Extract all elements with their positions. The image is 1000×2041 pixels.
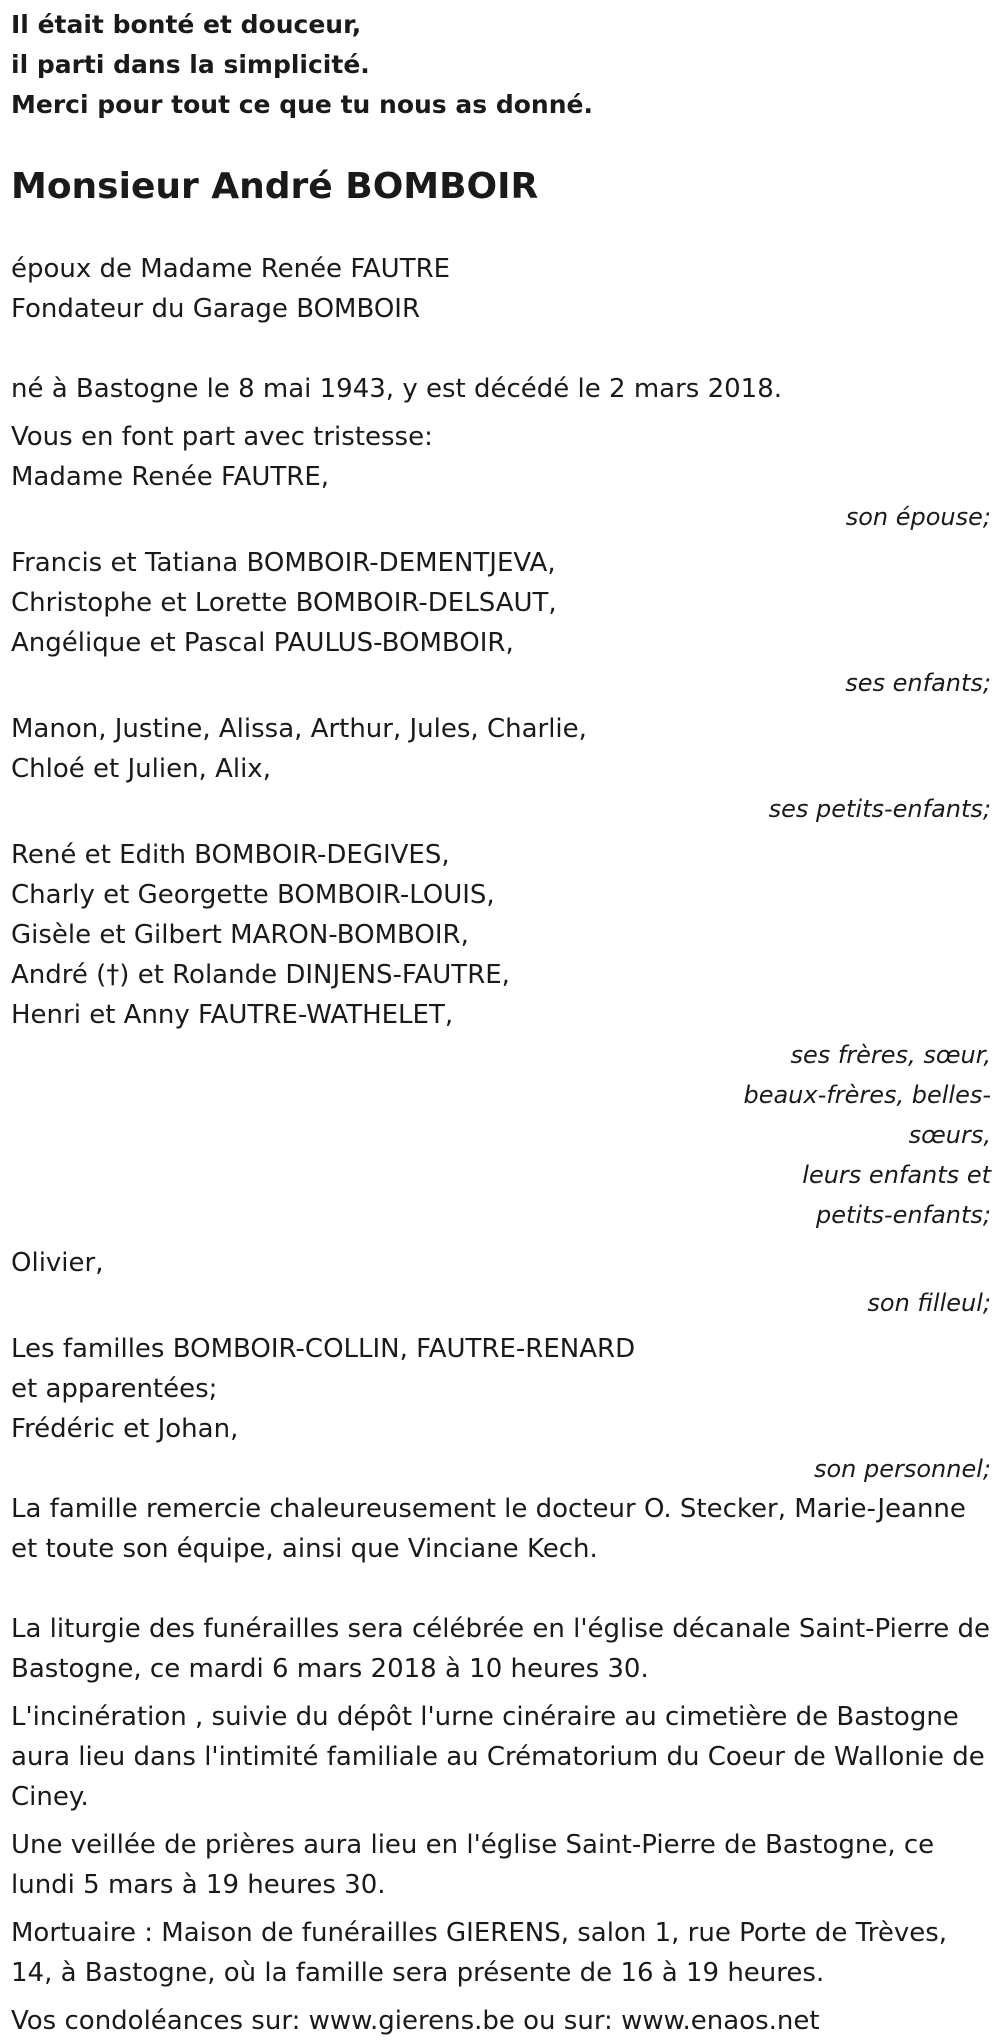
verse-line: Il était bonté et douceur,	[11, 10, 362, 39]
announcement-line: Vous en font part avec tristesse:	[11, 422, 433, 452]
ceremony-paragraph: Mortuaire : Maison de funérailles GIERENS, salon 1, rue Porte de Trèves, 14, à Bastogne, où la famille sera présente de 16 à 19 heures.	[11, 1918, 948, 1988]
family-name-line: Charly et Georgette BOMBOIR-LOUIS,	[11, 880, 495, 910]
family-name-line: Angélique et Pascal PAULUS-BOMBOIR,	[11, 628, 514, 658]
family-name-line: Madame Renée FAUTRE,	[11, 462, 330, 492]
title-line: Fondateur du Garage BOMBOIR	[11, 294, 421, 324]
deceased-titles	[11, 249, 991, 329]
ceremony-paragraph: L'incinération , suivie du dépôt l'urne cinéraire au cimetière de Bastogne aura lieu dans l'intimité familiale au Crématorium du Coeur de Wallonie de Ciney.	[11, 1702, 985, 1812]
family-group-spouse	[11, 457, 991, 537]
family-name-line: André (†) et Rolande DINJENS-FAUTRE,	[11, 960, 510, 990]
family-group-godson	[11, 1243, 991, 1323]
birth-death-line: né à Bastogne le 8 mai 1943, y est décédé le 2 mars 2018.	[11, 374, 783, 404]
relation-label: ses petits-enfants;	[768, 795, 991, 823]
family-name-line: René et Edith BOMBOIR-DEGIVES,	[11, 840, 450, 870]
relation-label: leurs enfants et	[802, 1161, 991, 1189]
deceased-name: Monsieur André BOMBOIR	[11, 166, 539, 207]
family-name-line: Les familles BOMBOIR-COLLIN, FAUTRE-RENARD	[11, 1334, 636, 1364]
family-name-line: Gisèle et Gilbert MARON-BOMBOIR,	[11, 920, 469, 950]
ceremony-details	[11, 1609, 991, 2041]
family-group-siblings	[11, 835, 991, 1235]
relation-label: son personnel;	[813, 1455, 991, 1483]
family-name-line: Frédéric et Johan,	[11, 1414, 239, 1444]
family-group-children	[11, 543, 991, 703]
family-name-line: Christophe et Lorette BOMBOIR-DELSAUT,	[11, 588, 557, 618]
relation-label: son filleul;	[867, 1289, 991, 1317]
family-name-line: Chloé et Julien, Alix,	[11, 754, 271, 784]
family-group-extended	[11, 1329, 991, 1489]
relation-label: petits-enfants;	[816, 1201, 991, 1229]
relation-label: ses enfants;	[845, 669, 991, 697]
title-line: époux de Madame Renée FAUTRE	[11, 254, 451, 284]
obituary-page	[11, 0, 991, 2041]
relation-label: son épouse;	[845, 503, 991, 531]
family-name-line: Manon, Justine, Alissa, Arthur, Jules, Charlie,	[11, 714, 587, 744]
family-name-line: Olivier,	[11, 1248, 104, 1278]
family-name-line: Henri et Anny FAUTRE-WATHELET,	[11, 1000, 454, 1030]
ceremony-paragraph: Une veillée de prières aura lieu en l'église Saint-Pierre de Bastogne, ce lundi 5 mars à 19 heures 30.	[11, 1830, 935, 1900]
condolences-line: Vos condoléances sur: www.gierens.be ou sur: www.enaos.net	[11, 2006, 820, 2036]
ceremony-paragraph: La liturgie des funérailles sera célébrée en l'église décanale Saint-Pierre de Bastogne, ce mardi 6 mars 2018 à 10 heures 30.	[11, 1614, 990, 1684]
verse	[11, 0, 991, 125]
family-name-line: et apparentées;	[11, 1374, 218, 1404]
verse-line: Merci pour tout ce que tu nous as donné.	[11, 90, 593, 119]
family-name-line: Francis et Tatiana BOMBOIR-DEMENTJEVA,	[11, 548, 556, 578]
relation-label: ses frères, sœur,	[790, 1041, 991, 1069]
family-group-grandchildren	[11, 709, 991, 829]
thanks-paragraph: La famille remercie chaleureusement le docteur O. Stecker, Marie-Jeanne et toute son équipe, ainsi que Vinciane Kech.	[11, 1494, 966, 1564]
verse-line: il parti dans la simplicité.	[11, 50, 370, 79]
relation-label: beaux-frères, belles-sœurs,	[743, 1081, 991, 1149]
